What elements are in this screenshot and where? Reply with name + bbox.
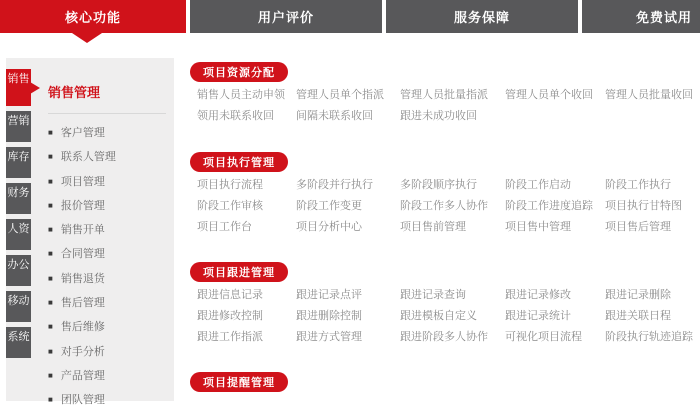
- section-links: [197, 285, 700, 348]
- sidebar-menu-title: 销售管理: [48, 85, 101, 100]
- sidebar-menu-item[interactable]: [48, 242, 166, 266]
- square-bullet-icon: ■: [48, 200, 53, 210]
- sidebar-menu-item[interactable]: [48, 291, 166, 315]
- feature-link[interactable]: 跟进模板自定义: [400, 310, 477, 322]
- sidebar-menu-item-label: 售后维修: [60, 321, 105, 334]
- sidebar-menu-item[interactable]: [48, 267, 166, 291]
- feature-link[interactable]: 阶段工作审核: [197, 200, 263, 212]
- sidebar-menu-item-label: 销售开单: [60, 224, 105, 237]
- feature-link[interactable]: 跟进阶段多人协作: [400, 331, 488, 343]
- feature-link[interactable]: 销售人员主动申领: [197, 89, 285, 101]
- feature-link[interactable]: 阶段工作执行: [605, 179, 671, 191]
- section-title-badge: 项目执行管理: [190, 152, 288, 172]
- module-tab-inventory[interactable]: 库存: [6, 147, 31, 178]
- nav-tab-core-features[interactable]: 核心功能: [0, 0, 186, 33]
- section-links: [197, 175, 700, 238]
- feature-link[interactable]: 管理人员批量收回: [605, 89, 693, 101]
- module-tab-finance[interactable]: 财务: [6, 183, 31, 214]
- sidebar-panel: [6, 58, 174, 407]
- sidebar-menu-item-label: 对手分析: [60, 345, 105, 358]
- square-bullet-icon: ■: [48, 370, 53, 380]
- sidebar-menu-item-label: 销售退货: [60, 272, 105, 285]
- feature-link[interactable]: 项目分析中心: [296, 221, 362, 233]
- sidebar-module-tabs: [6, 69, 31, 363]
- square-bullet-icon: ■: [48, 176, 53, 186]
- feature-link[interactable]: 跟进记录删除: [605, 289, 671, 301]
- feature-link[interactable]: 跟进删除控制: [296, 310, 362, 322]
- sidebar-menu-item[interactable]: [48, 170, 166, 194]
- section-title-badge: 项目资源分配: [190, 62, 288, 82]
- section-links: [197, 85, 700, 127]
- section-title-badge: 项目跟进管理: [190, 262, 288, 282]
- sidebar-menu-item[interactable]: [48, 315, 166, 339]
- square-bullet-icon: ■: [48, 249, 53, 259]
- feature-section: [190, 372, 700, 395]
- sidebar-menu: [6, 58, 174, 413]
- feature-link[interactable]: 管理人员单个收回: [505, 89, 593, 101]
- feature-section: [190, 152, 700, 238]
- module-tab-hr[interactable]: 人资: [6, 219, 31, 250]
- feature-link[interactable]: 跟进修改控制: [197, 310, 263, 322]
- module-tab-office[interactable]: 办公: [6, 255, 31, 286]
- nav-tab-service-guarantee[interactable]: 服务保障: [386, 0, 578, 33]
- square-bullet-icon: ■: [48, 395, 53, 405]
- feature-link[interactable]: 项目售中管理: [505, 221, 571, 233]
- feature-link[interactable]: 阶段工作变更: [296, 200, 362, 212]
- square-bullet-icon: ■: [48, 225, 53, 235]
- sidebar-menu-item-label: 项目管理: [60, 175, 105, 188]
- feature-link[interactable]: 项目售前管理: [400, 221, 466, 233]
- sidebar-menu-item[interactable]: [48, 145, 166, 169]
- feature-link[interactable]: 间隔未联系收回: [296, 110, 373, 122]
- sidebar-menu-item[interactable]: [48, 364, 166, 388]
- sidebar-menu-item-label: 产品管理: [60, 369, 105, 382]
- feature-section: [190, 262, 700, 348]
- module-tab-sales[interactable]: 销售: [6, 69, 31, 106]
- feature-link[interactable]: 管理人员批量指派: [400, 89, 488, 101]
- feature-link[interactable]: 跟进记录统计: [505, 310, 571, 322]
- active-nav-tab-arrow-icon: [72, 33, 102, 43]
- feature-link[interactable]: 跟进方式管理: [296, 331, 362, 343]
- top-nav: [0, 0, 700, 33]
- feature-link[interactable]: 多阶段顺序执行: [400, 179, 477, 191]
- feature-link[interactable]: 领用未联系收回: [197, 110, 274, 122]
- feature-link[interactable]: 项目工作台: [197, 221, 252, 233]
- sidebar-menu-item[interactable]: [48, 388, 166, 412]
- sidebar-menu-item[interactable]: [48, 194, 166, 218]
- square-bullet-icon: ■: [48, 346, 53, 356]
- feature-link[interactable]: 跟进记录查询: [400, 289, 466, 301]
- nav-tab-user-reviews[interactable]: 用户评价: [190, 0, 382, 33]
- nav-tab-free-trial[interactable]: 免费试用: [582, 0, 700, 33]
- feature-link[interactable]: 项目执行流程: [197, 179, 263, 191]
- sidebar-menu-item[interactable]: [48, 218, 166, 242]
- sidebar-menu-item-label: 售后管理: [60, 297, 105, 310]
- module-tab-system[interactable]: 系统: [6, 327, 31, 358]
- feature-link[interactable]: 管理人员单个指派: [296, 89, 384, 101]
- square-bullet-icon: ■: [48, 298, 53, 308]
- section-title-badge: 项目提醒管理: [190, 372, 288, 392]
- sidebar-menu-item-label: 团队管理: [60, 394, 105, 407]
- square-bullet-icon: ■: [48, 273, 53, 283]
- sidebar-menu-item-label: 报价管理: [60, 199, 105, 212]
- square-bullet-icon: ■: [48, 322, 53, 332]
- sidebar-menu-item-label: 客户管理: [60, 127, 105, 139]
- feature-link[interactable]: 可视化项目流程: [505, 331, 582, 343]
- module-tab-marketing[interactable]: 营销: [6, 111, 31, 142]
- feature-link[interactable]: 跟进工作指派: [197, 331, 263, 343]
- feature-link[interactable]: 项目执行甘特图: [605, 200, 682, 212]
- menu-divider: [48, 113, 166, 114]
- sidebar-menu-item-label: 联系人管理: [60, 151, 116, 164]
- sidebar-menu-list: [48, 121, 166, 413]
- module-tab-mobile[interactable]: 移动: [6, 291, 31, 322]
- sidebar-menu-item-label: 合同管理: [60, 248, 105, 261]
- square-bullet-icon: ■: [48, 128, 53, 137]
- sidebar-menu-item[interactable]: [48, 340, 166, 364]
- sidebar-menu-item[interactable]: [48, 121, 166, 145]
- feature-link[interactable]: 跟进关联日程: [605, 310, 671, 322]
- feature-link[interactable]: 阶段工作进度追踪: [505, 200, 593, 212]
- feature-link[interactable]: 阶段工作多人协作: [400, 200, 488, 212]
- square-bullet-icon: ■: [48, 152, 53, 162]
- feature-link[interactable]: 跟进未成功收回: [400, 110, 477, 122]
- feature-link[interactable]: 跟进信息记录: [197, 289, 263, 301]
- feature-link[interactable]: 跟进记录修改: [505, 289, 571, 301]
- feature-link[interactable]: 项目售后管理: [605, 221, 671, 233]
- feature-link[interactable]: 多阶段并行执行: [296, 179, 373, 191]
- feature-link[interactable]: 阶段执行轨迹追踪: [605, 331, 693, 343]
- feature-link[interactable]: 跟进记录点评: [296, 289, 362, 301]
- feature-section: [190, 62, 700, 127]
- main-content: [190, 62, 700, 419]
- feature-link[interactable]: 阶段工作启动: [505, 179, 571, 191]
